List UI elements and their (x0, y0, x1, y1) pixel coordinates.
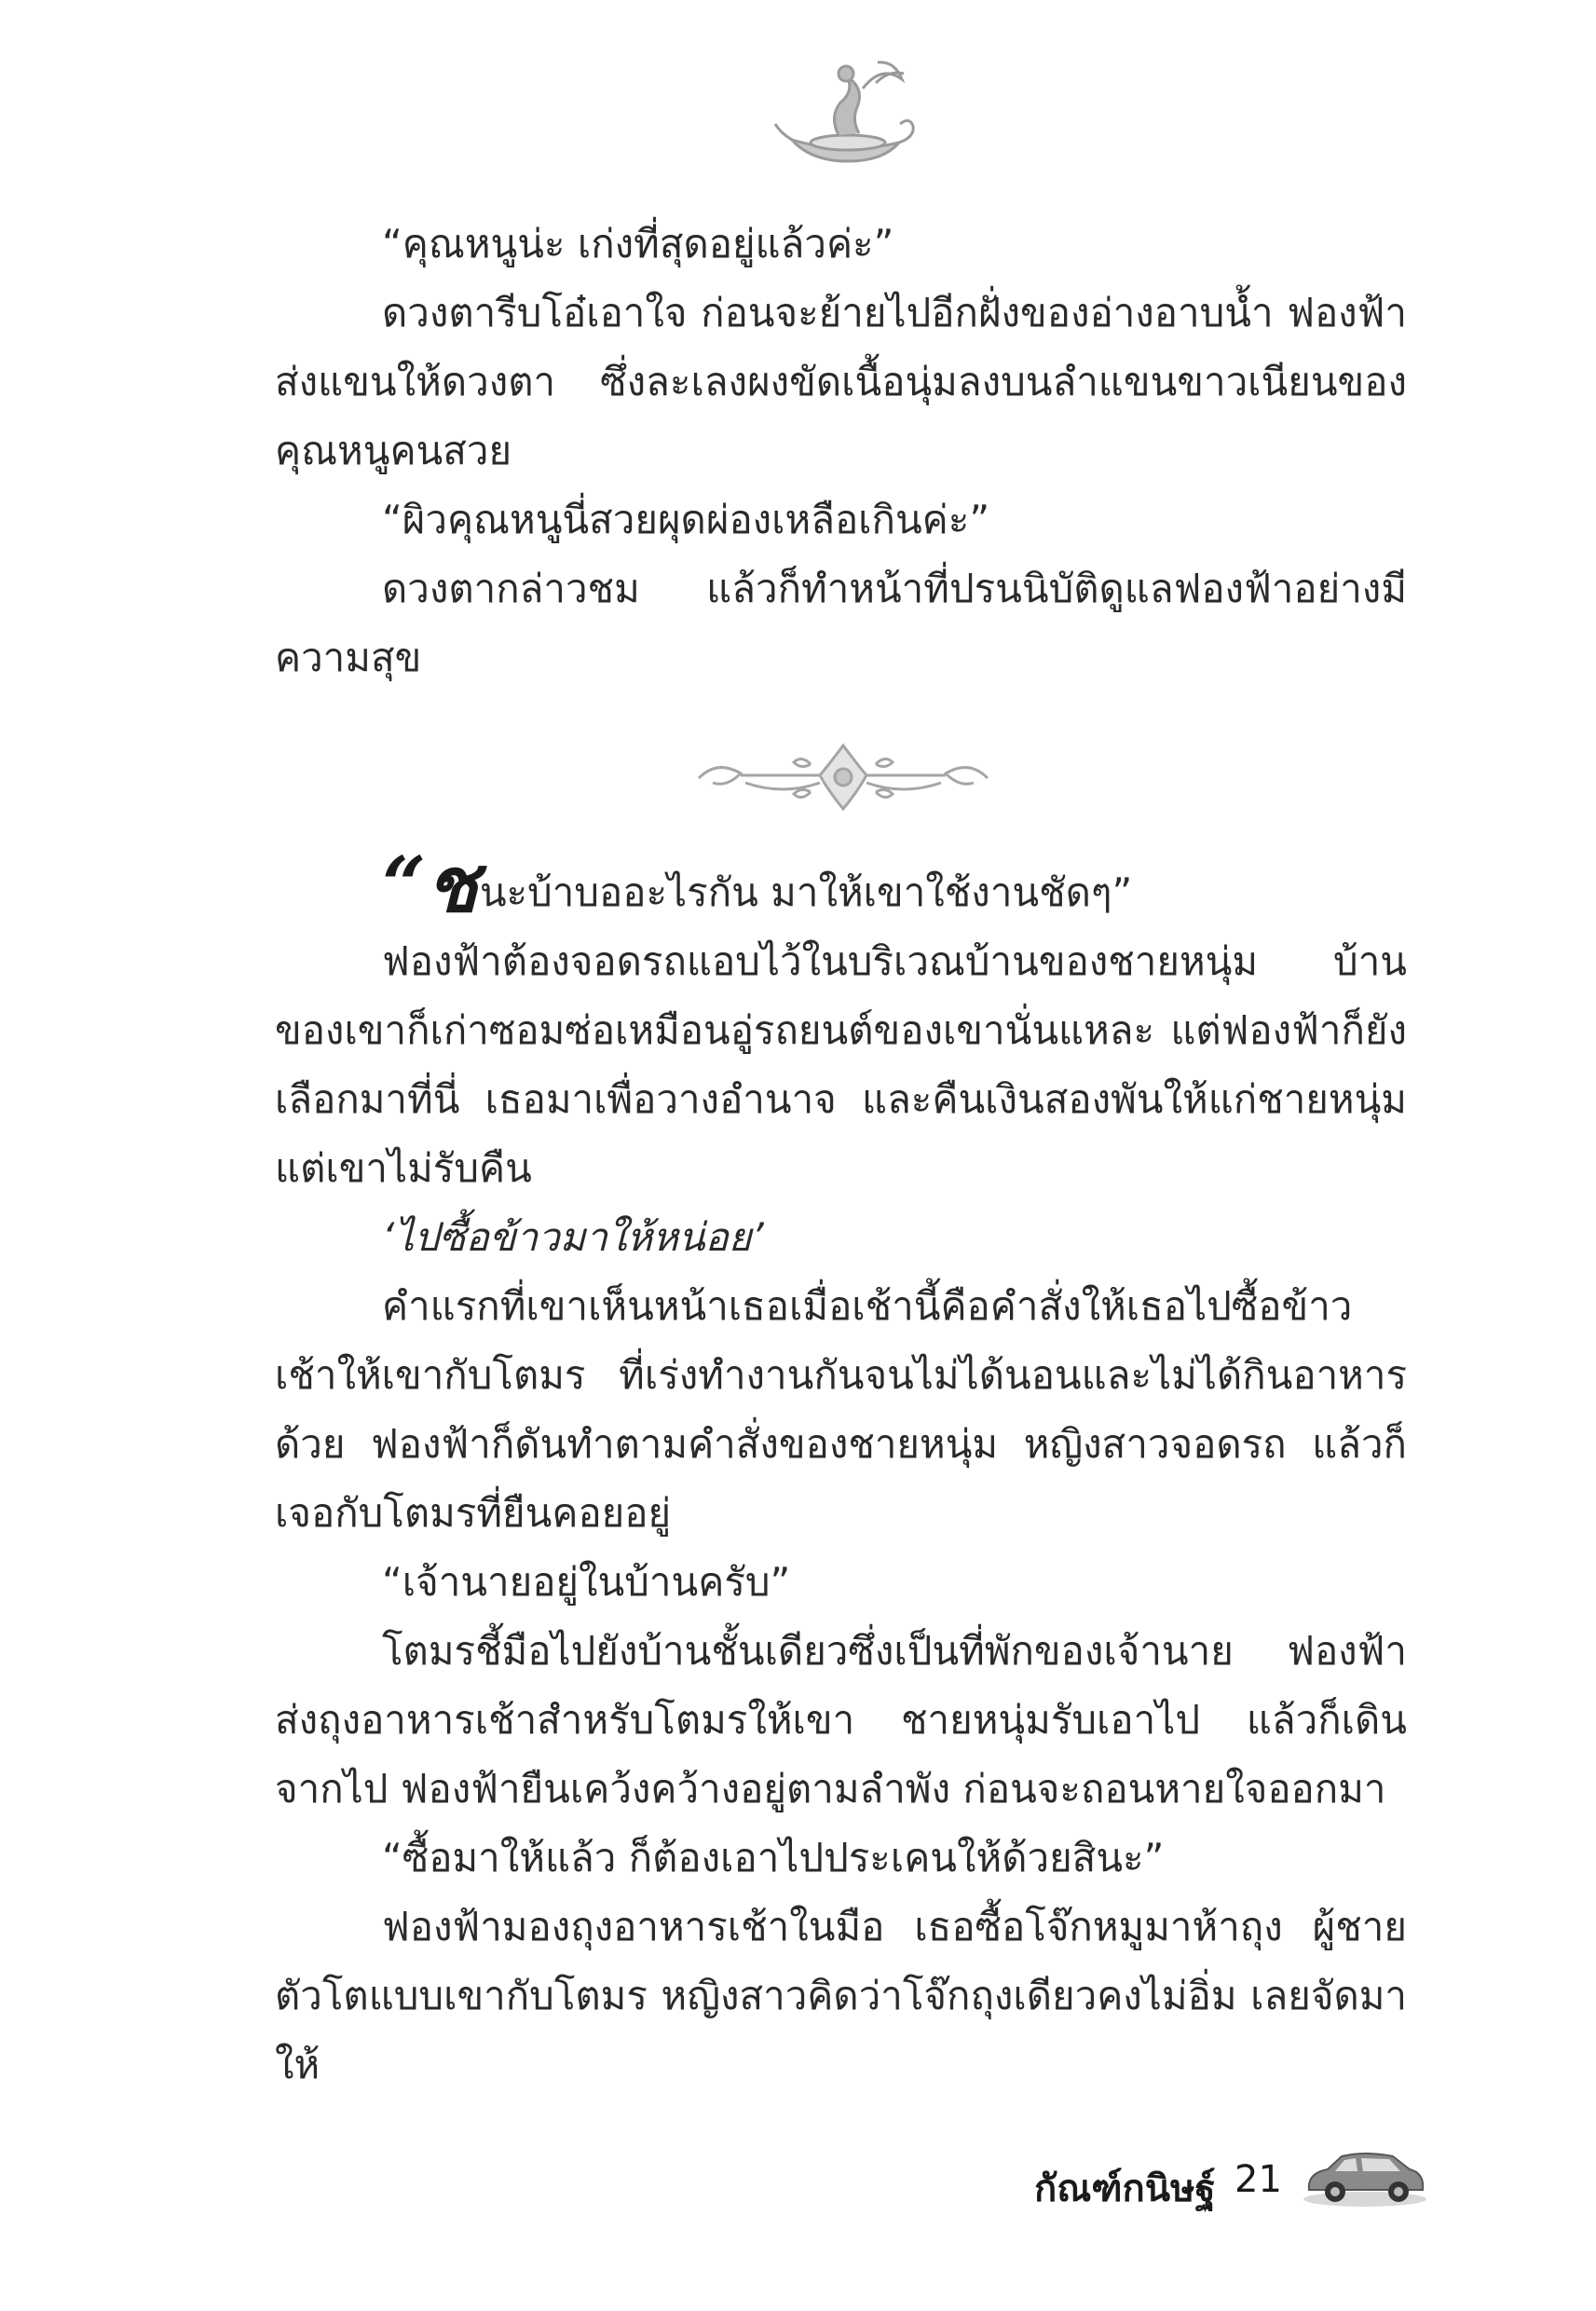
paragraph: คำแรกที่เขาเห็นหน้าเธอเมื่อเช้านี้คือคำสั่งให้เธอไปซื้อข้าวเช้าให้เขากับโตมร ที่เร่งทำงานกันจนไม่ได้นอนและไม่ได้กินอาหารด้วย ฟองฟ้าก็ดันทำตามคำสั่งของชายหนุ่ม หญิงสาวจอดรถ แล้วก็เจอกับโตมรที่ยืนคอยอยู่ (275, 1283, 1407, 1536)
paragraph: “เจ้านายอยู่ในบ้านครับ” (382, 1559, 791, 1605)
paragraph: “ผิวคุณหนูนี่สวยผุดผ่องเหลือเกินค่ะ” (382, 497, 990, 542)
paragraph-italic: ‘ไปซื้อข้าวมาให้หน่อย’ (382, 1214, 764, 1260)
section-2 (275, 841, 1407, 2099)
page-footer (1006, 2143, 1435, 2218)
opening-line-text: นะบ้าบออะไรกัน มาให้เขาใช้งานชัดๆ” (479, 869, 1133, 915)
paragraph: ฟองฟ้าต้องจอดรถแอบไว้ในบริเวณบ้านของชายหนุ่ม บ้านของเขาก็เก่าซอมซ่อเหมือนอู่รถยนต์ของเขานั่นแหละ แต่ฟองฟ้าก็ยังเลือกมาที่นี่ เธอมาเพื่อวางอำนาจ และคืนเงินสองพันให้แก่ชายหนุ่มแต่เขาไม่รับคืน (275, 938, 1407, 1191)
page-number: 21 (1235, 2158, 1282, 2201)
floral-divider-icon (689, 736, 997, 820)
section-1 (275, 210, 1407, 692)
paragraph: ดวงตารีบโอ๋เอาใจ ก่อนจะย้ายไปอีกฝั่งของอ่างอาบน้ำ ฟองฟ้าส่งแขนให้ดวงตา ซึ่งละเลงผงขัดเนื้อนุ่มลงบนลำแขนขาวเนียนของคุณหนูคนสวย (275, 290, 1407, 473)
paragraph: ดวงตากล่าวชม แล้วก็ทำหน้าที่ปรนนิบัติดูแลฟองฟ้าอย่างมีความสุข (275, 566, 1407, 680)
genie-lamp-icon (773, 51, 922, 172)
drop-cap: “ช (382, 841, 478, 930)
car-icon (1300, 2145, 1430, 2210)
paragraph: โตมรชี้มือไปยังบ้านชั้นเดียวซึ่งเป็นที่พักของเจ้านาย ฟองฟ้าส่งถุงอาหารเช้าสำหรับโตมรให้เขา ชายหนุ่มรับเอาไป แล้วก็เดินจากไป ฟองฟ้ายืนเคว้งคว้างอยู่ตามลำพัง ก่อนจะถอนหายใจออกมา (275, 1628, 1407, 1812)
book-title: กัณฑ์กนิษฐ์ (1034, 2167, 1216, 2210)
paragraph: “ซื้อมาให้แล้ว ก็ต้องเอาไปประเคนให้ด้วยสินะ” (382, 1835, 1165, 1880)
paragraph: “คุณหนูน่ะ เก่งที่สุดอยู่แล้วค่ะ” (382, 221, 894, 267)
opening-line (275, 841, 1407, 930)
paragraph: ฟองฟ้ามองถุงอาหารเช้าในมือ เธอซื้อโจ๊กหมูมาห้าถุง ผู้ชายตัวโตแบบเขากับโตมร หญิงสาวคิดว่าโจ๊กถุงเดียวคงไม่อิ่ม เลยจัดมาให้ (275, 1904, 1407, 2087)
